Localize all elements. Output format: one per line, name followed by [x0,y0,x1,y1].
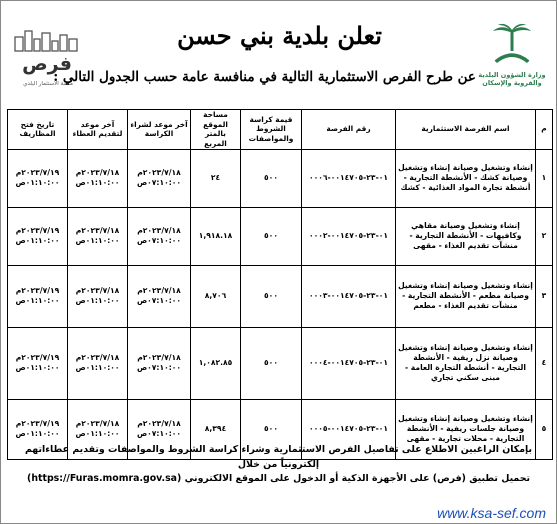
site-area: ١,٠٨٢.٨٥ [191,327,241,399]
booklet-price: ٥٠٠ [241,399,302,459]
furas-website-link[interactable]: (https://Furas.momra.gov.sa) [27,473,182,485]
envelope-opening-date: ٢٠٢٣/٧/١٩م [15,418,60,428]
site-area: ٨,٧٠٦ [191,265,241,327]
envelope-opening [8,149,68,207]
table-row [8,207,553,265]
bid-deadline-date: ٢٠٢٣/٧/١٨م [75,225,120,235]
bid-deadline [68,149,128,207]
envelope-opening-time: ٠١:١٠:٠٠ص [15,296,60,305]
footer-line-2-text: تحميل تطبيق (فرص) على الأجهزة الذكية أو الدخول على الموقع الالكتروني [184,473,530,485]
ministry-logo [472,23,552,97]
opportunity-name: إنشاء وتشغيل وصيانة إنشاء وتشغيل وصيانة مطعم - الأنشطة التجارية - منشآت تقديم الغذاء - مطعم [396,265,536,327]
table-row [8,149,553,207]
opportunity-number: ٠١-٢٣-٠٠١٤٧٠٥-٠٠٠٤ [302,327,396,399]
header-bid-deadline: آخر موعد لتقديم العطاء [68,110,128,150]
envelope-opening-time: ٠١:١٠:٠٠ص [15,429,60,438]
booklet-deadline-time: ٠٧:١٠:٠٠ص [136,363,182,372]
envelope-opening-date: ٢٠٢٣/٧/١٩م [15,352,60,362]
envelope-opening-date: ٢٠٢٣/٧/١٩م [15,225,60,235]
booklet-deadline [128,265,191,327]
opportunity-name: إنشاء وتشغيل وصيانة إنشاء وتشغيل وصيانة كشك - الأنشطة التجارية - أنشطة تجارة المواد الغذائية - كشك [396,149,536,207]
table-header-row [8,110,553,150]
furas-logo-caption: منصة الاستثمار البلدي [23,81,73,87]
opportunity-number: ٠١-٢٣-٠٠١٤٧٠٥-٠٠٠٦ [302,149,396,207]
header-opportunity-name: اسم الفرصة الاستثمارية [396,110,536,150]
furas-logo-text: فرص [22,53,72,75]
booklet-deadline-date: ٢٠٢٣/٧/١٨م [137,167,181,177]
opportunity-number: ٠١-٢٣-٠٠١٤٧٠٥-٠٠٠٢ [302,207,396,265]
table-row [8,265,553,327]
envelope-opening-time: ٠١:١٠:٠٠ص [15,363,60,372]
ministry-logo-caption: وزارة الشؤون البلدية والقروية والإسكان [478,71,546,88]
bid-deadline-time: ٠١:١٠:٠٠ص [75,429,120,438]
furas-logo [9,29,87,95]
booklet-deadline-time: ٠٧:١٠:٠٠ص [136,429,182,438]
ad-footer [9,443,548,487]
envelope-opening-date: ٢٠٢٣/٧/١٩م [15,167,60,177]
opportunity-number: ٠١-٢٣-٠٠١٤٧٠٥-٠٠٠٣ [302,265,396,327]
row-index: ٢ [536,207,553,265]
envelope-opening-time: ٠١:١٠:٠٠ص [15,178,60,187]
bid-deadline-date: ٢٠٢٣/٧/١٨م [75,352,120,362]
bid-deadline-time: ٠١:١٠:٠٠ص [75,178,120,187]
bid-deadline-time: ٠١:١٠:٠٠ص [75,296,120,305]
booklet-deadline-time: ٠٧:١٠:٠٠ص [136,296,182,305]
ad-subtitle: عن طرح الفرص الاستثمارية التالية في منافسة عامة حسب الجدول التالي : [53,69,476,85]
envelope-opening-time: ٠١:١٠:٠٠ص [15,236,60,245]
header-booklet-deadline: آخر موعد لشراء الكراسة [128,110,191,150]
site-area: ١,٩١٨.١٨ [191,207,241,265]
envelope-opening [8,327,68,399]
opportunity-name: إنشاء وتشغيل وصيانة مقاهي وكافيهات - الأنشطة التجارية - منشآت تقديم الغذاء - مقهى [396,207,536,265]
bid-deadline-time: ٠١:١٠:٠٠ص [75,363,120,372]
header-opportunity-number: رقم الفرصة [302,110,396,150]
bid-deadline-time: ٠١:١٠:٠٠ص [75,236,120,245]
row-index: ٣ [536,265,553,327]
opportunity-number: ٠١-٢٣-٠٠١٤٧٠٥-٠٠٠٥ [302,399,396,459]
opportunities-table [7,109,553,460]
footer-line-2 [9,472,548,487]
site-area: ٢٤ [191,149,241,207]
booklet-deadline-date: ٢٠٢٣/٧/١٨م [137,285,181,295]
booklet-deadline [128,207,191,265]
booklet-deadline-date: ٢٠٢٣/٧/١٨م [137,352,181,362]
envelope-opening-date: ٢٠٢٣/٧/١٩م [15,285,60,295]
site-watermark: www.ksa-sef.com [437,505,546,521]
row-index: ١ [536,149,553,207]
opportunity-name: إنشاء وتشغيل وصيانة إنشاء وتشغيل وصيانة نزل ريفية - الأنشطة التجارية - أنشطة التجارة العامة - مبنى سكني تجاري [396,327,536,399]
header-envelope-opening: تاريخ فتح المظاريف [8,110,68,150]
booklet-price: ٥٠٠ [241,149,302,207]
ad-title: تعلن بلدية بني حسن [177,21,382,50]
bid-deadline [68,207,128,265]
booklet-deadline-date: ٢٠٢٣/٧/١٨م [137,418,181,428]
bid-deadline [68,327,128,399]
bid-deadline-date: ٢٠٢٣/٧/١٨م [75,285,120,295]
booklet-deadline [128,327,191,399]
bid-deadline-date: ٢٠٢٣/٧/١٨م [75,418,120,428]
ad-header [1,1,557,109]
booklet-price: ٥٠٠ [241,327,302,399]
booklet-price: ٥٠٠ [241,265,302,327]
booklet-price: ٥٠٠ [241,207,302,265]
site-area: ٨,٣٩٤ [191,399,241,459]
bid-deadline [68,265,128,327]
booklet-deadline-time: ٠٧:١٠:٠٠ص [136,236,182,245]
row-index: ٤ [536,327,553,399]
header-index: م [536,110,553,150]
envelope-opening [8,265,68,327]
booklet-deadline-time: ٠٧:١٠:٠٠ص [136,178,182,187]
envelope-opening [8,207,68,265]
header-booklet-price: قيمة كراسة الشروط والمواصفات [241,110,302,150]
footer-line-1: بإمكان الراغبين الاطلاع على تفاصيل الفرص الاستثمارية وشراء كراسة الشروط والمواصفات وتقديم عطاءاتهم إلكترونياً من خلال [24,444,533,470]
row-index: ٥ [536,399,553,459]
bid-deadline-date: ٢٠٢٣/٧/١٨م [75,167,120,177]
booklet-deadline [128,149,191,207]
header-site-area: مساحة الموقع بالمتر المربع [191,110,241,150]
opportunity-name: إنشاء وتشغيل وصيانة إنشاء وتشغيل وصيانة جلسات ريفية - الأنشطة التجارية - محلات تجارية - مقهى [396,399,536,459]
booklet-deadline-date: ٢٠٢٣/٧/١٨م [137,225,181,235]
table-row [8,327,553,399]
palm-swords-emblem-icon [487,23,537,67]
